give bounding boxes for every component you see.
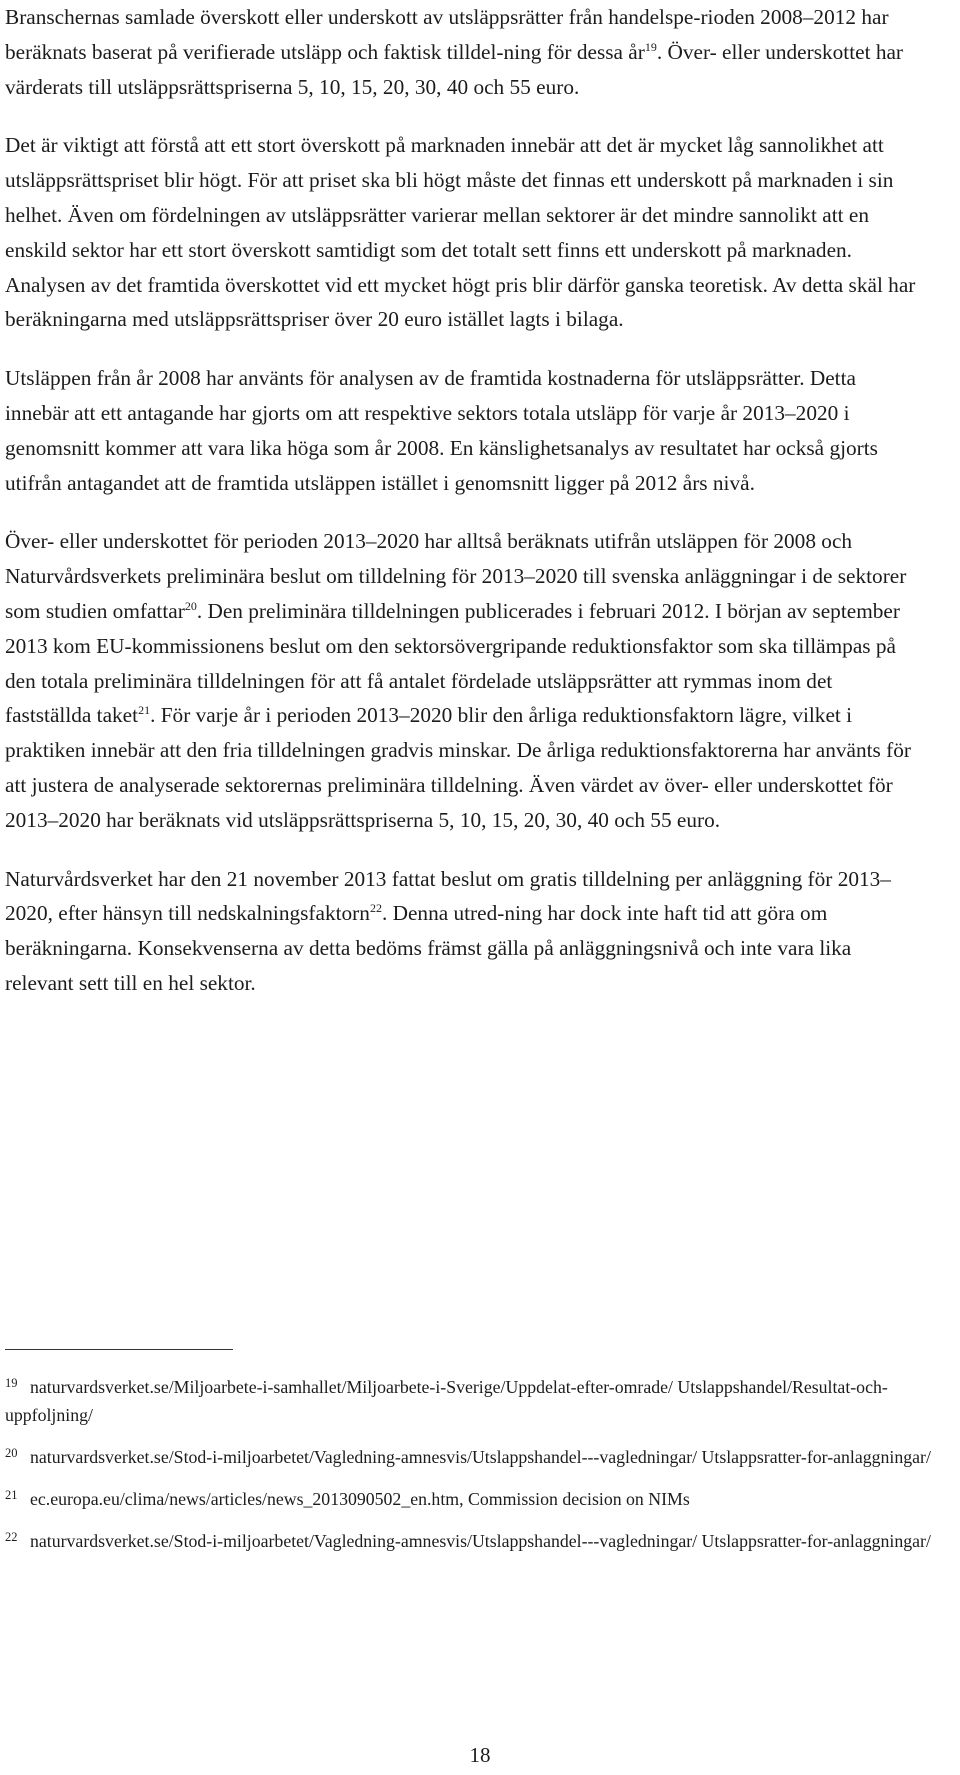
footnote-21 bbox=[5, 1485, 935, 1513]
page-number: 18 bbox=[469, 1743, 491, 1767]
footnote-ref-19[interactable]: 19 bbox=[644, 39, 657, 54]
footnotes bbox=[5, 1373, 935, 1569]
footnote-20 bbox=[5, 1443, 935, 1471]
footnote-link[interactable]: naturvardsverket.se/Miljoarbete-i-samhallet/Miljoarbete-i-Sverige/Uppdelat-efter-omrade/ Utslappshandel/Resultat-och-uppfoljning/ bbox=[5, 1377, 888, 1425]
body-text bbox=[5, 0, 917, 1025]
footnote-22 bbox=[5, 1527, 935, 1555]
paragraph-1-text-a: Branschernas samlade överskott eller underskott av utsläppsrätter från handelspe-rioden 2008–2012 har beräknats baserat på verifierade utsläpp och faktisk tilldel-ning för dessa år bbox=[5, 5, 889, 64]
footnote-number: 20 bbox=[5, 1446, 18, 1460]
paragraph-5-text-a: Naturvårdsverket har den 21 november 2013 fattat beslut om gratis tilldelning per anläggning för 2013–2020, efter hänsyn till nedskalningsfaktorn bbox=[5, 866, 891, 926]
footnote-number: 19 bbox=[5, 1376, 18, 1390]
footnote-link[interactable]: naturvardsverket.se/Stod-i-miljoarbetet/Vagledning-amnesvis/Utslappshandel---vagledningar/ Utslappsratter-for-anlaggningar/ bbox=[30, 1531, 931, 1551]
paragraph-1 bbox=[5, 0, 917, 104]
footnote-19 bbox=[5, 1373, 935, 1429]
footnote-number: 21 bbox=[5, 1488, 18, 1502]
footnote-ref-20[interactable]: 20 bbox=[184, 598, 197, 613]
paragraph-4-text-a: Över- eller underskottet för perioden 2013–2020 har alltså beräknats utifrån utsläppen för 2008 och Naturvårdsverkets preliminära beslut om tilldelning för 2013–2020 till svenska anläggningar i de sektorer som studien omfattar bbox=[5, 529, 907, 623]
footnote-ref-21[interactable]: 21 bbox=[138, 703, 151, 718]
footnote-link[interactable]: naturvardsverket.se/Stod-i-miljoarbetet/Vagledning-amnesvis/Utslappshandel---vagledningar/ Utslappsratter-for-anlaggningar/ bbox=[30, 1447, 931, 1467]
paragraph-4-text-b: . Den preliminära tilldelningen publicerades i februari 2012. I början av september 2013 kom EU-kommissionens beslut om den sektorsövergripande reduktionsfaktor som ska tillämpas på den totala preliminära tilldelningen för att få antalet fördelade utsläppsrätter att rymmas inom det fastställda taket bbox=[5, 598, 900, 728]
paragraph-2 bbox=[5, 128, 917, 337]
footnote-link[interactable]: ec.europa.eu/clima/news/articles/news_2013090502_en.htm, Commission decision on NIMs bbox=[30, 1489, 690, 1509]
paragraph-2-text: Det är viktigt att förstå att ett stort överskott på marknaden innebär att det är mycket låg sannolikhet att utsläppsrättspriset blir högt. För att priset ska bli högt måste det finnas ett underskott på marknaden i sin helhet. Även om fördelningen av utsläppsrätter varierar mellan sektorer är det mindre sannolikt att en enskild sektor har ett stort överskott samtidigt som det totalt sett finns ett underskott på marknaden. Analysen av det framtida överskottet vid ett mycket högt pris blir därför ganska teoretisk. Av detta skäl har beräkningarna med utsläppsrättspriser över 20 euro istället lagts i bilaga. bbox=[5, 133, 916, 332]
paragraph-1-text-b: . Över- eller underskottet har värderats till utsläppsrättspriserna 5, 10, 15, 20, 30, 40 och 55 euro. bbox=[5, 39, 904, 99]
paragraph-4-text-c: . För varje år i perioden 2013–2020 blir den årliga reduktionsfaktorn lägre, vilket i praktiken innebär att den fria tilldelningen gradvis minskar. De årliga reduktionsfaktorerna har använts för att justera de analyserade sektorernas preliminära tilldelning. Även värdet av över- eller underskottet för 2013–2020 har beräknats vid utsläppsrättspriserna 5, 10, 15, 20, 30, 40 och 55 euro. bbox=[5, 703, 911, 832]
footnote-number: 22 bbox=[5, 1530, 18, 1544]
paragraph-5-text-b: . Denna utred-ning har dock inte haft tid att göra om beräkningarna. Konsekvenserna av detta bedöms främst gälla på anläggningsnivå och inte vara lika relevant sett till en hel sektor. bbox=[5, 901, 852, 995]
footnote-ref-22[interactable]: 22 bbox=[369, 901, 382, 916]
paragraph-3 bbox=[5, 361, 917, 500]
paragraph-3-text: Utsläppen från år 2008 har använts för analysen av de framtida kostnaderna för utsläppsrätter. Detta innebär att ett antagande har gjorts om att respektive sektors totala utsläpp för varje år 2013–2020 i genomsnitt kommer att vara lika höga som år 2008. En känslighetsanalys av resultatet har också gjorts utifrån antagandet att de framtida utsläppen istället i genomsnitt ligger på 2012 års nivå. bbox=[5, 366, 878, 495]
paragraph-4 bbox=[5, 524, 917, 837]
paragraph-5 bbox=[5, 862, 917, 1001]
footnote-divider bbox=[5, 1349, 233, 1350]
